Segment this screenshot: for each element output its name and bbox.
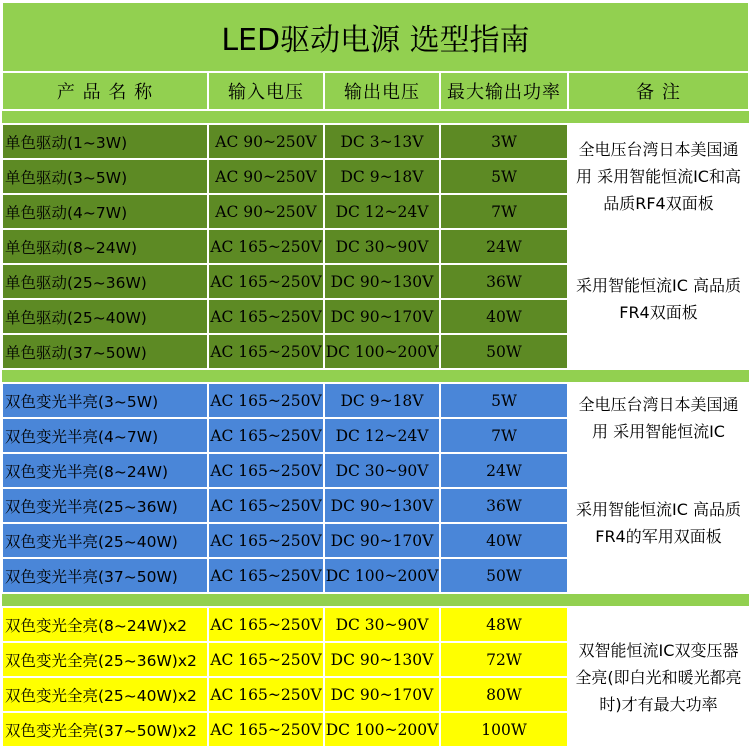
remarks-cell: 采用智能恒流IC 高品质FR4的军用双面板 [568, 453, 749, 593]
max-power-cell: 24W [440, 453, 568, 488]
output-voltage-cell: DC 100~200V [324, 558, 440, 593]
product-name-cell: 单色驱动(4~7W) [2, 194, 208, 229]
product-name-cell: 双色变光半亮(37~50W) [2, 558, 208, 593]
output-voltage-cell: DC 90~130V [324, 488, 440, 523]
remarks-cell: 双智能恒流IC双变压器全亮(即白光和暖光都亮时)才有最大功率 [568, 607, 749, 747]
separator-row [2, 369, 749, 383]
product-name-cell: 双色变光半亮(25~40W) [2, 523, 208, 558]
max-power-cell: 36W [440, 488, 568, 523]
table-row [2, 383, 749, 418]
remarks-cell: 全电压台湾日本美国通用 采用智能恒流IC和高品质RF4双面板 [568, 124, 749, 229]
max-power-cell: 80W [440, 677, 568, 712]
product-name-cell: 单色驱动(8~24W) [2, 229, 208, 264]
table-row [2, 453, 749, 488]
header-max-power: 最大输出功率 [440, 72, 568, 110]
remarks-cell: 全电压台湾日本美国通用 采用智能恒流IC [568, 383, 749, 453]
separator-row [2, 593, 749, 607]
product-name-cell: 单色驱动(25~36W) [2, 264, 208, 299]
table-title: LED驱动电源 选型指南 [2, 2, 749, 72]
input-voltage-cell: AC 165~250V [208, 418, 324, 453]
product-name-cell: 双色变光半亮(4~7W) [2, 418, 208, 453]
product-name-cell: 双色变光半亮(25~36W) [2, 488, 208, 523]
max-power-cell: 3W [440, 124, 568, 159]
input-voltage-cell: AC 165~250V [208, 334, 324, 369]
input-voltage-cell: AC 90~250V [208, 159, 324, 194]
max-power-cell: 50W [440, 334, 568, 369]
input-voltage-cell: AC 165~250V [208, 229, 324, 264]
separator-row [2, 110, 749, 124]
output-voltage-cell: DC 9~18V [324, 383, 440, 418]
product-name-cell: 单色驱动(25~40W) [2, 299, 208, 334]
output-voltage-cell: DC 90~170V [324, 523, 440, 558]
remarks-cell: 采用智能恒流IC 高品质FR4双面板 [568, 229, 749, 369]
output-voltage-cell: DC 3~13V [324, 124, 440, 159]
input-voltage-cell: AC 165~250V [208, 264, 324, 299]
product-name-cell: 双色变光全亮(25~40W)x2 [2, 677, 208, 712]
max-power-cell: 7W [440, 418, 568, 453]
table-row [2, 124, 749, 159]
input-voltage-cell: AC 165~250V [208, 712, 324, 747]
output-voltage-cell: DC 9~18V [324, 159, 440, 194]
max-power-cell: 100W [440, 712, 568, 747]
output-voltage-cell: DC 30~90V [324, 453, 440, 488]
max-power-cell: 5W [440, 383, 568, 418]
max-power-cell: 36W [440, 264, 568, 299]
selection-guide-table [1, 1, 750, 748]
input-voltage-cell: AC 165~250V [208, 453, 324, 488]
max-power-cell: 72W [440, 642, 568, 677]
header-product-name: 产 品 名 称 [2, 72, 208, 110]
input-voltage-cell: AC 165~250V [208, 383, 324, 418]
product-name-cell: 双色变光半亮(3~5W) [2, 383, 208, 418]
table-row [2, 229, 749, 264]
output-voltage-cell: DC 30~90V [324, 607, 440, 642]
product-name-cell: 单色驱动(3~5W) [2, 159, 208, 194]
output-voltage-cell: DC 90~130V [324, 642, 440, 677]
table-row [2, 607, 749, 642]
header-remarks: 备 注 [568, 72, 749, 110]
product-name-cell: 双色变光半亮(8~24W) [2, 453, 208, 488]
input-voltage-cell: AC 165~250V [208, 607, 324, 642]
header-row [2, 72, 749, 110]
max-power-cell: 5W [440, 159, 568, 194]
product-name-cell: 单色驱动(37~50W) [2, 334, 208, 369]
output-voltage-cell: DC 100~200V [324, 712, 440, 747]
input-voltage-cell: AC 165~250V [208, 523, 324, 558]
header-output-voltage: 输出电压 [324, 72, 440, 110]
output-voltage-cell: DC 12~24V [324, 194, 440, 229]
max-power-cell: 24W [440, 229, 568, 264]
output-voltage-cell: DC 30~90V [324, 229, 440, 264]
output-voltage-cell: DC 12~24V [324, 418, 440, 453]
max-power-cell: 7W [440, 194, 568, 229]
input-voltage-cell: AC 165~250V [208, 558, 324, 593]
max-power-cell: 40W [440, 299, 568, 334]
product-name-cell: 单色驱动(1~3W) [2, 124, 208, 159]
input-voltage-cell: AC 165~250V [208, 299, 324, 334]
header-input-voltage: 输入电压 [208, 72, 324, 110]
output-voltage-cell: DC 100~200V [324, 334, 440, 369]
max-power-cell: 50W [440, 558, 568, 593]
output-voltage-cell: DC 90~170V [324, 677, 440, 712]
input-voltage-cell: AC 90~250V [208, 124, 324, 159]
input-voltage-cell: AC 165~250V [208, 488, 324, 523]
output-voltage-cell: DC 90~170V [324, 299, 440, 334]
max-power-cell: 40W [440, 523, 568, 558]
product-name-cell: 双色变光全亮(8~24W)x2 [2, 607, 208, 642]
product-name-cell: 双色变光全亮(37~50W)x2 [2, 712, 208, 747]
product-name-cell: 双色变光全亮(25~36W)x2 [2, 642, 208, 677]
input-voltage-cell: AC 165~250V [208, 677, 324, 712]
input-voltage-cell: AC 90~250V [208, 194, 324, 229]
input-voltage-cell: AC 165~250V [208, 642, 324, 677]
max-power-cell: 48W [440, 607, 568, 642]
output-voltage-cell: DC 90~130V [324, 264, 440, 299]
